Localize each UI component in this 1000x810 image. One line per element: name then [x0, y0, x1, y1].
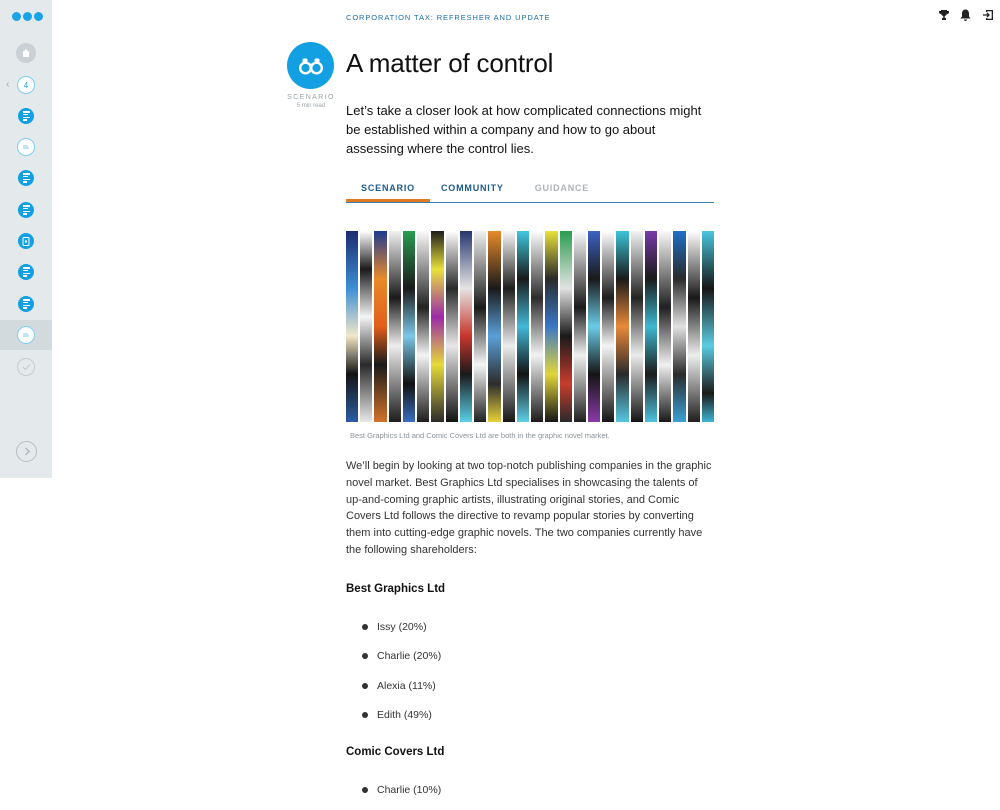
article-icon [18, 170, 34, 186]
sidebar-item-complete[interactable] [0, 352, 52, 382]
shareholder-list [362, 620, 441, 738]
document-icon [18, 233, 34, 249]
sidebar-item-article-4[interactable] [0, 257, 52, 287]
hero-caption: Best Graphics Ltd and Comic Covers Ltd are both in the graphic novel market. [350, 431, 610, 440]
company-heading: Comic Covers Ltd [346, 746, 445, 758]
top-toolbar [938, 8, 994, 21]
chevron-left-icon[interactable]: ‹ [6, 79, 10, 90]
badge-label: SCENARIO [287, 94, 335, 101]
sidebar-item-article-3[interactable] [0, 195, 52, 225]
list-item: Charlie (10%) [362, 783, 441, 810]
tab-bar [346, 182, 714, 203]
list-item: Issy (20%) [362, 620, 441, 649]
sidebar-item-article-5[interactable] [0, 289, 52, 319]
read-time: 5 min read [296, 103, 326, 109]
tab-scenario[interactable]: SCENARIO [346, 182, 430, 202]
in-progress-icon [17, 138, 35, 156]
body-paragraph: We’ll begin by looking at two top-notch publishing companies in the graphic novel market. Best Graphics Ltd specialises in showcasing the talents of up-and-coming graphic artists, illustrating original stories, and Comic Covers Ltd follows the directive to revamp popular stories by converting them into cutting-edge graphic novels. The two companies currently have the following shareholders: [346, 460, 712, 556]
shareholder-list [362, 783, 441, 810]
scenario-badge [287, 42, 334, 89]
sidebar [0, 0, 52, 478]
bell-icon[interactable] [960, 8, 972, 21]
check-icon [17, 358, 35, 376]
list-item: Edith (49%) [362, 708, 441, 737]
sidebar-item-in-progress-2[interactable] [0, 320, 52, 350]
article-icon [18, 202, 34, 218]
sidebar-item-document[interactable] [0, 226, 52, 256]
tab-guidance[interactable]: GUIDANCE [534, 183, 590, 193]
home-icon [16, 43, 36, 63]
hero-image [346, 231, 714, 422]
company-heading: Best Graphics Ltd [346, 583, 446, 595]
sidebar-item-home[interactable] [0, 38, 52, 68]
intro-paragraph: Let’s take a closer look at how complicated connections might be established within a company and how to go about assessing where the control lies. [346, 103, 702, 156]
progress-number: 4 [23, 80, 29, 90]
article-icon [18, 264, 34, 280]
progress-ring-icon [17, 76, 35, 94]
list-item: Alexia (11%) [362, 679, 441, 708]
app-logo[interactable] [12, 12, 43, 21]
logout-icon[interactable] [982, 8, 994, 21]
sidebar-item-in-progress-1[interactable] [0, 132, 52, 162]
sidebar-item-article-2[interactable] [0, 163, 52, 193]
list-item: Charlie (20%) [362, 649, 441, 678]
trophy-icon[interactable] [938, 8, 950, 21]
article-icon [18, 296, 34, 312]
article-icon [18, 108, 34, 124]
page-title: A matter of control [346, 48, 554, 78]
course-breadcrumb[interactable]: CORPORATION TAX: REFRESHER AND UPDATE [346, 13, 551, 22]
tab-community[interactable]: COMMUNITY [441, 183, 504, 193]
next-button[interactable] [16, 441, 37, 462]
binoculars-icon [298, 57, 324, 75]
sidebar-item-progress[interactable] [0, 70, 52, 100]
sidebar-item-article-1[interactable] [0, 101, 52, 131]
in-progress-icon [17, 326, 35, 344]
chevron-right-icon [23, 447, 31, 456]
